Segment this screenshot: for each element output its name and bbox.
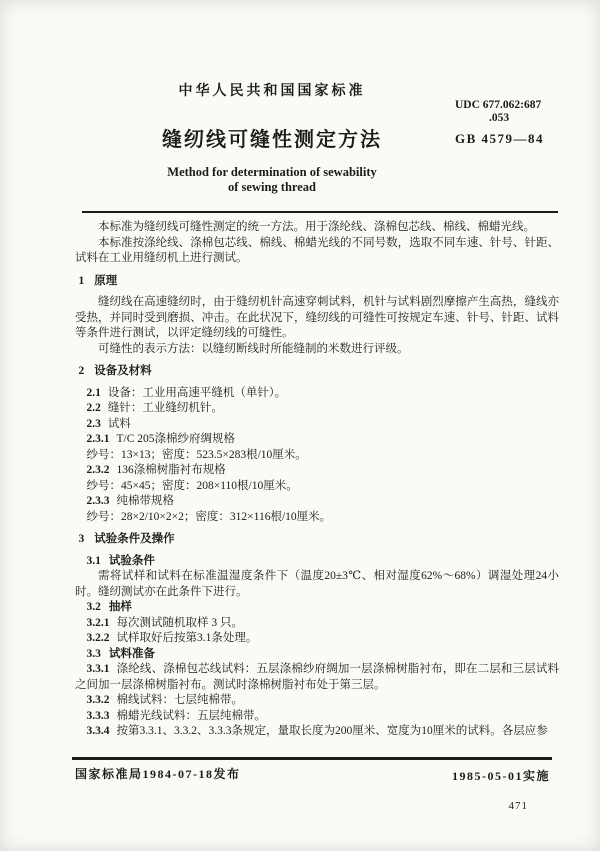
section-heading-3	[75, 532, 559, 548]
clause-3-3-4	[75, 724, 559, 740]
document-body	[75, 220, 559, 740]
standard-label: 中华人民共和国国家标准	[178, 84, 366, 99]
footer-issue-date: 国家标准局1984-07-18发布	[75, 767, 241, 781]
header-divider-rule	[82, 211, 558, 213]
clause-number: 3.2.2	[86, 632, 110, 644]
clause-number: 3.3.3	[86, 709, 110, 722]
clause-heading-text: 试验条件	[108, 554, 155, 567]
clause-number: 2.1	[86, 386, 101, 399]
section-number: 2	[78, 365, 85, 377]
clause-3-2-1	[75, 616, 559, 632]
clause-3-3-2	[75, 693, 559, 709]
document-title-cn: 缝纫线可缝性测定方法	[162, 129, 382, 151]
section1-paragraph: 可缝性的表示方法：以缝纫断线时所能缝制的米数进行评级。	[98, 342, 409, 355]
clause-text: 按第3.3.1、3.3.2、3.3.3条规定，量取长度为200厘米、宽度为10厘米的试料。各层应参	[116, 725, 548, 737]
clause-2-3	[75, 417, 559, 433]
udc-line2: .053	[489, 112, 510, 124]
clause-text: 棉线试料：七层纯棉带。	[116, 694, 243, 706]
section-number: 3	[78, 533, 85, 545]
udc-number	[455, 99, 575, 125]
intro-paragraph: 本标准为缝纫线可缝性测定的统一方法。用于涤纶线、涤棉包芯线、棉线、棉蜡光线。	[98, 221, 535, 233]
spec-line: 纱号：13×13；密度：523.5×283根/10厘米。	[86, 448, 307, 461]
section-number: 1	[78, 274, 85, 287]
section-heading-2	[75, 364, 559, 380]
clause-3-3	[75, 647, 559, 663]
clause-heading-text: 试料准备	[108, 647, 155, 660]
clause-number: 3.2	[86, 601, 101, 613]
clause-number: 2.3	[86, 417, 101, 430]
footer-divider-rule	[72, 757, 552, 760]
document-title-en-line1: Method for determination of sewability	[167, 165, 377, 179]
section-title: 试验条件及操作	[94, 533, 175, 545]
clause-heading-text: 抽样	[108, 601, 132, 613]
clause-2-3-2	[75, 463, 559, 479]
section-title: 设备及材料	[94, 365, 152, 377]
document-title-en-line2: of sewing thread	[228, 180, 316, 194]
clause-number: 2.3.2	[86, 464, 110, 476]
clause-text: 棉蜡光线试料：五层纯棉带。	[116, 709, 266, 722]
clause-number: 2.3.1	[86, 433, 110, 445]
clause-2-2	[75, 401, 559, 417]
clause-number: 3.3	[86, 647, 101, 660]
clause-text: 136涤棉树脂衬布规格	[116, 464, 226, 476]
section1-paragraph: 缝纫线在高速缝纫时，由于缝纫机针高速穿刺试料，机针与试料剧烈摩擦产生高热，缝线亦受热，并同时受到磨损、冲击。在此状况下，缝纫线的可缝性可按规定车速、针号、针距、试料等条件进行测试，以评定缝纫线的可缝性。	[75, 296, 559, 339]
clause-text: T/C 205涤棉纱府绸规格	[116, 433, 236, 445]
clause-2-1	[75, 386, 559, 402]
clause-3-3-1	[75, 662, 559, 693]
clause-3-1	[75, 554, 559, 570]
spec-line: 纱号：28×2/10×2×2；密度：312×116根/10厘米。	[86, 510, 332, 523]
clause-text: 纯棉带规格	[116, 495, 174, 507]
clause-number: 2.2	[86, 402, 101, 414]
footer-implementation-date: 1985-05-01实施	[452, 769, 550, 783]
clause-3-3-3	[75, 709, 559, 725]
intro-paragraph: 本标准按涤纶线、涤棉包芯线、棉线、棉蜡光线的不同号数，选取不同车速、针号、针距、试料在工业用缝纫机上进行测试。	[75, 236, 559, 264]
clause-number: 2.3.3	[86, 495, 110, 507]
clause-number: 3.3.2	[86, 694, 110, 706]
clause-text: 涤纶线、涤棉包芯线试料：五层涤棉纱府绸加一层涤棉树脂衬布，即在二层和三层试料之间加一层涤棉树脂衬布。测试时涤棉树脂衬布处于第三层。	[75, 663, 559, 691]
document-header	[32, 80, 512, 195]
udc-line1: UDC 677.062:687	[455, 99, 542, 111]
clause-number: 3.3.1	[86, 663, 110, 675]
spec-line: 纱号：45×45；密度：208×110根/10厘米。	[86, 479, 298, 492]
page-number: 471	[508, 800, 528, 812]
standard-number: GB 4579—84	[455, 131, 545, 146]
clause-3-2-2	[75, 631, 559, 647]
clause-number: 3.2.1	[86, 616, 110, 629]
section-title: 原理	[94, 274, 118, 287]
clause-text: 缝针：工业缝纫机针。	[107, 402, 223, 414]
section-heading-1	[75, 274, 559, 290]
clause-2-3-1	[75, 432, 559, 448]
clause-2-3-3	[75, 494, 559, 510]
clause-number: 3.3.4	[86, 725, 110, 737]
clause-3-2	[75, 600, 559, 616]
clause-number: 3.1	[86, 554, 101, 567]
clause-3-1-paragraph: 需将试样和试料在标准温湿度条件下（温度20±3℃、相对湿度62%～68%）调湿处理24小时。缝纫测试亦在此条件下进行。	[75, 570, 559, 598]
clause-text: 试料	[107, 417, 131, 430]
clause-text: 每次测试随机取样 3 只。	[116, 616, 243, 629]
clause-text: 设备：工业用高速平缝机（单针）。	[107, 386, 287, 399]
clause-text: 试样取好后按第3.1条处理。	[116, 632, 258, 644]
